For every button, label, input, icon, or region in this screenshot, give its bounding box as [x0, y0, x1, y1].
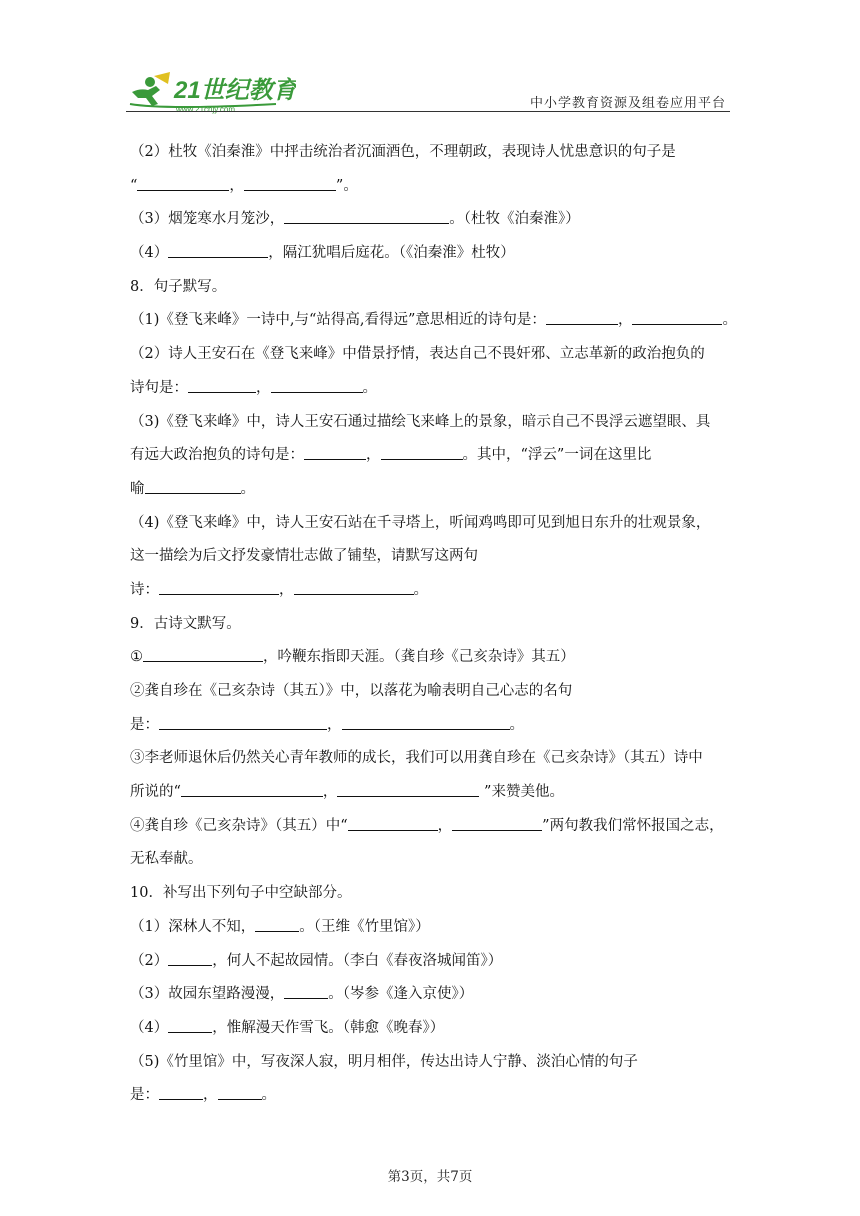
line-text: ，	[366, 447, 381, 464]
line-text: ④龚自珍《己亥杂诗》（其五）中“	[130, 817, 348, 834]
answer-blank[interactable]	[294, 580, 414, 595]
line-text: ”两句教我们常怀报国之志，	[542, 817, 724, 834]
answer-blank[interactable]	[218, 1085, 262, 1100]
logo-url: www.21cnjy.com	[176, 105, 235, 114]
answer-blank[interactable]	[284, 209, 449, 224]
text-line	[130, 877, 730, 911]
text-line	[130, 372, 730, 406]
line-text: ②龚自珍在《己亥杂诗（其五）》中，以落花为喻表明自己心志的名句	[130, 683, 573, 699]
line-text: （5)《竹里馆》中，写夜深人寂，明月相伴，传达出诗人宁静、淡泊心情的句子	[130, 1053, 638, 1070]
answer-blank[interactable]	[188, 378, 256, 393]
answer-blank[interactable]	[244, 176, 336, 191]
text-line	[130, 608, 730, 642]
line-text: 。（王维《竹里馆》）	[299, 918, 430, 935]
line-text: 。	[413, 581, 428, 598]
line-text: 。（岑参《逢入京使》）	[328, 986, 474, 1003]
line-text: （1)《登飞来峰》一诗中,与“站得高,看得远”意思相近的诗句是：	[130, 312, 546, 329]
line-text: ，	[322, 784, 338, 801]
answer-blank[interactable]	[381, 445, 463, 460]
brand-logo	[126, 68, 296, 114]
page-number: 第3页，共7页	[387, 1169, 473, 1185]
text-line	[130, 304, 737, 338]
line-text: 10．补写出下列句子中空缺部分。	[130, 885, 352, 902]
line-text: （2）	[130, 952, 169, 969]
answer-blank[interactable]	[159, 1085, 203, 1100]
line-text: ，惟解漫天作雪飞。（韩愈《晚春》）	[212, 1019, 445, 1036]
answer-blank[interactable]	[137, 176, 229, 191]
line-text: 是：	[130, 716, 159, 733]
platform-name: 中小学教育资源及组卷应用平台	[529, 96, 726, 111]
text-line	[130, 709, 730, 743]
line-text: 诗：	[130, 581, 159, 598]
text-line	[130, 945, 730, 979]
answer-blank[interactable]	[632, 310, 722, 325]
line-text: “	[130, 177, 138, 194]
text-line	[130, 574, 730, 608]
text-line	[130, 406, 730, 440]
text-line	[130, 776, 730, 810]
text-line	[130, 237, 730, 271]
text-line	[130, 911, 730, 945]
line-text: ，吟鞭东指即天涯。（龚自珍《己亥杂诗》其五）	[263, 649, 575, 666]
text-line	[130, 978, 730, 1012]
answer-blank[interactable]	[452, 816, 542, 831]
line-text: ，	[279, 581, 294, 598]
line-text: （3）故园东望路漫漫，	[130, 986, 285, 1003]
line-text: ，隔江犹唱后庭花。（《泊秦淮》杜牧）	[268, 245, 515, 262]
text-line	[130, 1046, 730, 1080]
line-text: （4)《登飞来峰》中，诗人王安石站在千寻塔上，听闻鸡鸣即可见到旭日东升的壮观景象，	[130, 514, 711, 531]
text-line	[130, 473, 730, 507]
line-text: 这一描绘为后文抒发豪情壮志做了铺垫，请默写这两句	[130, 548, 478, 565]
text-line	[130, 641, 730, 675]
answer-blank[interactable]	[181, 782, 323, 797]
answer-blank[interactable]	[284, 984, 328, 999]
line-text: ，	[327, 716, 342, 733]
text-line	[130, 675, 730, 709]
answer-blank[interactable]	[255, 917, 299, 932]
line-text: 。	[261, 1087, 276, 1104]
line-text: 诗句是：	[130, 379, 188, 396]
line-text: 8．句子默写。	[130, 278, 227, 295]
line-text: 无私奉献。	[130, 851, 203, 868]
line-text: ，	[437, 817, 453, 834]
header-divider	[126, 111, 730, 112]
runner-logo-icon	[126, 68, 296, 114]
line-text: ”来赞美他。	[479, 784, 564, 801]
answer-blank[interactable]	[143, 647, 263, 662]
line-text: ①	[130, 649, 143, 666]
text-line	[130, 203, 730, 237]
line-text: ，	[229, 177, 244, 194]
answer-blank[interactable]	[337, 782, 479, 797]
line-text: ，何人不起故园情。（李白《春夜洛城闻笛》）	[212, 952, 503, 969]
answer-blank[interactable]	[271, 378, 363, 393]
line-text: （2）诗人王安石在《登飞来峰》中借景抒情，表达自己不畏奸邪、立志革新的政治抱负的	[130, 346, 705, 363]
line-text: 。其中，“浮云”一词在这里比	[462, 447, 652, 464]
line-text: ，	[203, 1087, 218, 1104]
answer-blank[interactable]	[342, 715, 510, 730]
line-text: （3）烟笼寒水月笼沙，	[130, 211, 285, 228]
line-text: 。	[722, 312, 737, 329]
answer-blank[interactable]	[145, 479, 241, 494]
line-text: ”。	[335, 177, 358, 194]
text-line	[130, 843, 730, 877]
page-header	[126, 62, 730, 114]
line-text: （4）	[130, 1019, 169, 1036]
line-text: 所说的“	[130, 784, 181, 801]
answer-blank[interactable]	[168, 951, 212, 966]
line-text: ③李老师退休后仍然关心青年教师的成长，我们可以用龚自珍在《己亥杂诗》（其五）诗中	[130, 750, 703, 767]
line-text: （1）深林人不知，	[130, 918, 256, 935]
answer-blank[interactable]	[546, 310, 618, 325]
line-text: （4）	[130, 245, 169, 262]
text-line	[130, 540, 730, 574]
answer-blank[interactable]	[159, 580, 279, 595]
line-text: （3)《登飞来峰》中，诗人王安石通过描绘飞来峰上的景象，暗示自己不畏浮云遮望眼、具	[130, 413, 711, 430]
line-text: ，	[617, 312, 633, 329]
text-line	[130, 810, 730, 844]
text-line	[130, 1079, 730, 1113]
line-text: 喻	[130, 480, 145, 497]
line-text: 是：	[130, 1087, 159, 1104]
line-text: 。	[509, 716, 524, 733]
question-content	[130, 136, 737, 1113]
text-line	[130, 1012, 730, 1046]
line-text: 有远大政治抱负的诗句是：	[130, 447, 304, 464]
text-line	[130, 271, 730, 305]
line-text: 。	[362, 379, 377, 396]
line-text: 。	[240, 480, 255, 497]
text-line	[130, 439, 730, 473]
logo-text: 21世纪教育	[174, 77, 296, 104]
text-line	[130, 338, 730, 372]
text-line	[130, 742, 730, 776]
line-text: 9．古诗文默写。	[130, 615, 241, 632]
line-text: ，	[256, 379, 271, 396]
line-text: （2）杜牧《泊秦淮》中抨击统治者沉湎酒色，不理朝政，表现诗人忧患意识的句子是	[130, 144, 676, 160]
answer-blank[interactable]	[168, 1018, 212, 1033]
answer-blank[interactable]	[348, 816, 438, 831]
text-line	[130, 170, 730, 204]
line-text: 。（杜牧《泊秦淮》）	[449, 211, 580, 228]
answer-blank[interactable]	[304, 445, 366, 460]
answer-blank[interactable]	[168, 243, 268, 258]
answer-blank[interactable]	[159, 715, 327, 730]
text-line	[130, 136, 730, 170]
text-line	[130, 507, 730, 541]
